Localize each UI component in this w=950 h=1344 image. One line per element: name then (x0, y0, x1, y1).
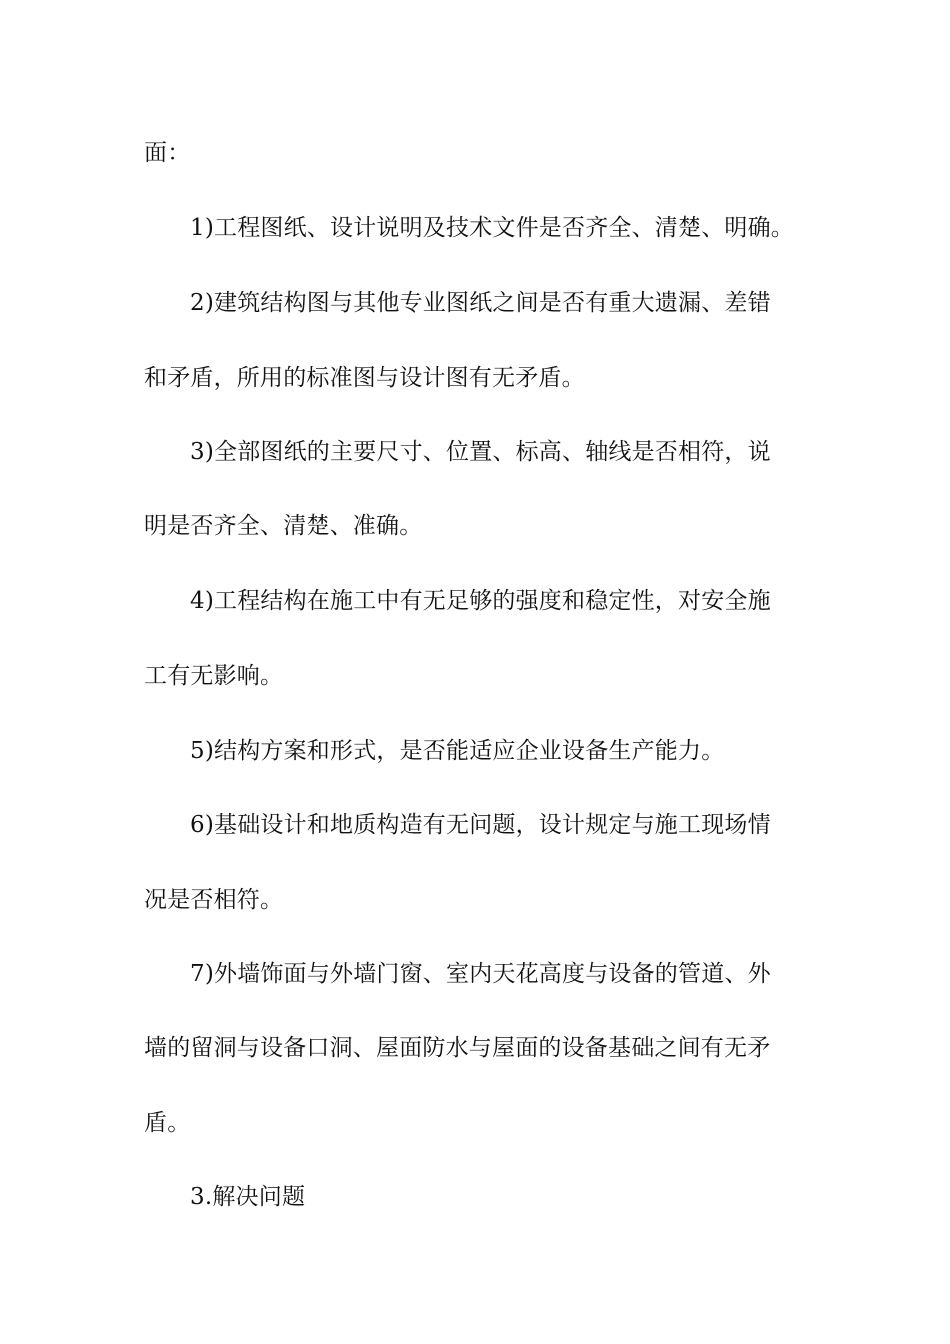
list-item-4-line-2: 工有无影响。 (144, 663, 284, 689)
paragraph-continuation: 面： (144, 140, 191, 166)
section-heading: 3.解决问题 (190, 1184, 306, 1210)
list-item-3-line-1: 3)全部图纸的主要尺寸、位置、标高、轴线是否相符，说 (190, 439, 771, 465)
list-item-7-line-2: 墙的留洞与设备口洞、屋面防水与屋面的设备基础之间有无矛 (144, 1035, 771, 1061)
list-item-4-line-1: 4)工程结构在施工中有无足够的强度和稳定性，对安全施 (190, 588, 771, 614)
list-item-7-line-1: 7)外墙饰面与外墙门窗、室内天花高度与设备的管道、外 (190, 961, 771, 987)
list-item-2-line-1: 2)建筑结构图与其他专业图纸之间是否有重大遗漏、差错 (190, 290, 771, 316)
list-item-3-line-2: 明是否齐全、清楚、准确。 (144, 513, 423, 539)
list-item-2-line-2: 和矛盾，所用的标准图与设计图有无矛盾。 (144, 365, 585, 391)
list-item-5: 5)结构方案和形式，是否能适应企业设备生产能力。 (190, 738, 725, 764)
list-item-6-line-2: 况是否相符。 (144, 887, 284, 913)
list-item-6-line-1: 6)基础设计和地质构造有无问题，设计规定与施工现场情 (190, 812, 771, 838)
list-item-7-line-3: 盾。 (144, 1110, 191, 1136)
list-item-1: 1)工程图纸、设计说明及技术文件是否齐全、清楚、明确。 (190, 215, 795, 241)
